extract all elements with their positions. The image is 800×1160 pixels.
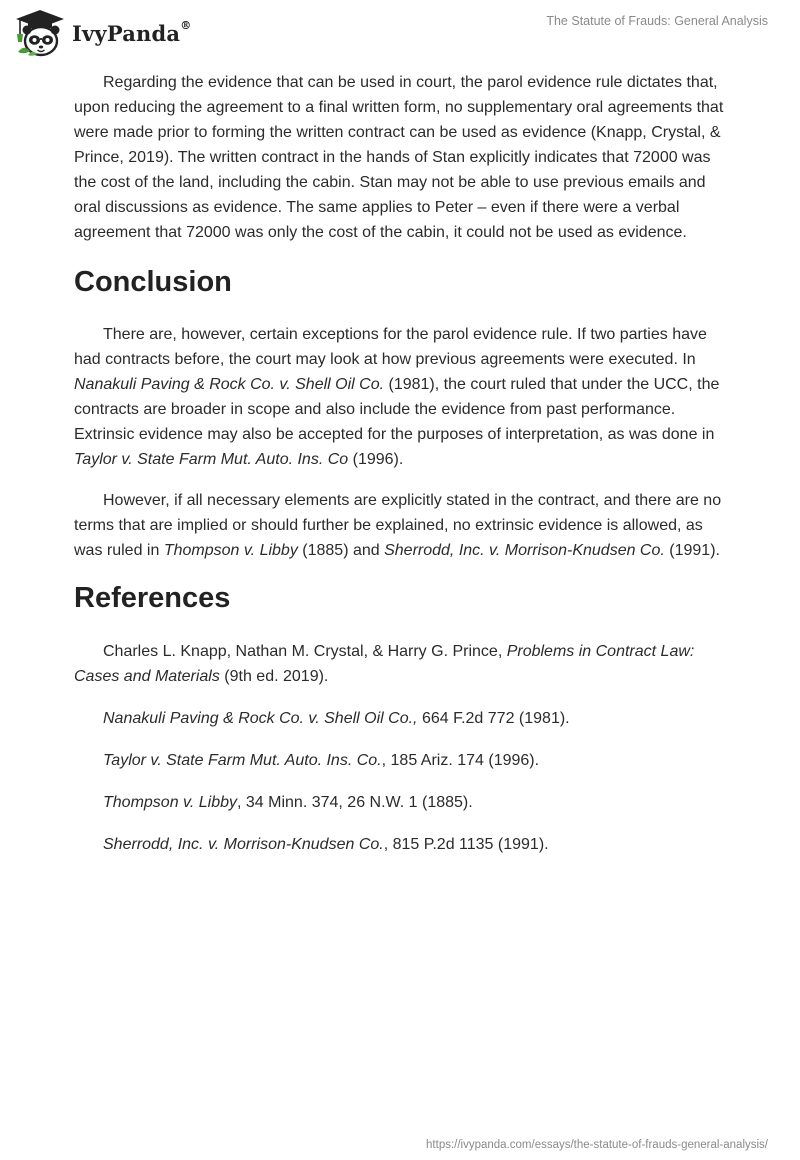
case-citation: Taylor v. State Farm Mut. Auto. Ins. Co — [74, 451, 349, 468]
paragraph-parol-evidence: Regarding the evidence that can be used in court, the parol evidence rule dictates that, upon reducing the agreement to a final written form, no supplementary oral agreements that were made prior to forming the written contract can be used as evidence (Knapp, Crystal, & Prince, 2019). The written contract in the hands of Stan explicitly indicates that 72000 was the cost of the land, including the cabin. Stan may not be able to use previous emails and oral discussions as evidence. The same applies to Peter – even if there were a verbal agreement that 72000 was only the cost of the cabin, it could not be used as evidence. — [74, 74, 724, 241]
reference-item: Thompson v. Libby, 34 Minn. 374, 26 N.W. 1 (1885). — [103, 794, 473, 811]
page-header — [0, 0, 800, 70]
conclusion-heading: Conclusion — [74, 266, 232, 298]
paragraph-exceptions: There are, however, certain exceptions for the parol evidence rule. If two parties have had contracts before, the court may look at how previous agreements were executed. In Nanakuli Paving & Rock Co. v. Shell Oil Co. (1981), the court ruled that under the UCC, the contracts are broader in scope and also include the evidence from past performance. Extrinsic evidence may also be accepted for the purposes of interpretation, as was done in Taylor v. State Farm Mut. Auto. Ins. Co (1996). — [74, 326, 720, 468]
reference-item: Taylor v. State Farm Mut. Auto. Ins. Co., 185 Ariz. 174 (1996). — [103, 752, 540, 769]
document-title: The Statute of Frauds: General Analysis — [546, 14, 768, 28]
references-heading: References — [74, 582, 231, 614]
source-url[interactable]: https://ivypanda.com/essays/the-statute-of-frauds-general-analysis/ — [426, 1139, 768, 1151]
essay-content — [74, 70, 724, 857]
case-citation: Sherrodd, Inc. v. Morrison-Knudsen Co. — [384, 542, 665, 559]
reference-item: Charles L. Knapp, Nathan M. Crystal, & Harry G. Prince, Problems in Contract Law: Cases and Materials (9th ed. 2019). — [74, 643, 695, 685]
ivypanda-logo[interactable] — [14, 8, 191, 58]
case-citation: Thompson v. Libby — [163, 542, 298, 559]
reference-item: Nanakuli Paving & Rock Co. v. Shell Oil Co., 664 F.2d 772 (1981). — [103, 710, 570, 727]
reference-item: Sherrodd, Inc. v. Morrison-Knudsen Co., 815 P.2d 1135 (1991). — [103, 836, 549, 853]
panda-graduate-icon — [14, 8, 66, 58]
brand-name: IvyPanda® — [72, 18, 192, 46]
case-citation: Nanakuli Paving & Rock Co. v. Shell Oil Co. — [74, 376, 385, 393]
paragraph-extrinsic-evidence: However, if all necessary elements are explicitly stated in the contract, and there are no terms that are implied or should further be explained, no extrinsic evidence is allowed, as was ruled in Thompson v. Libby (1885) and Sherrodd, Inc. v. Morrison-Knudsen Co. (1991). — [74, 492, 722, 559]
